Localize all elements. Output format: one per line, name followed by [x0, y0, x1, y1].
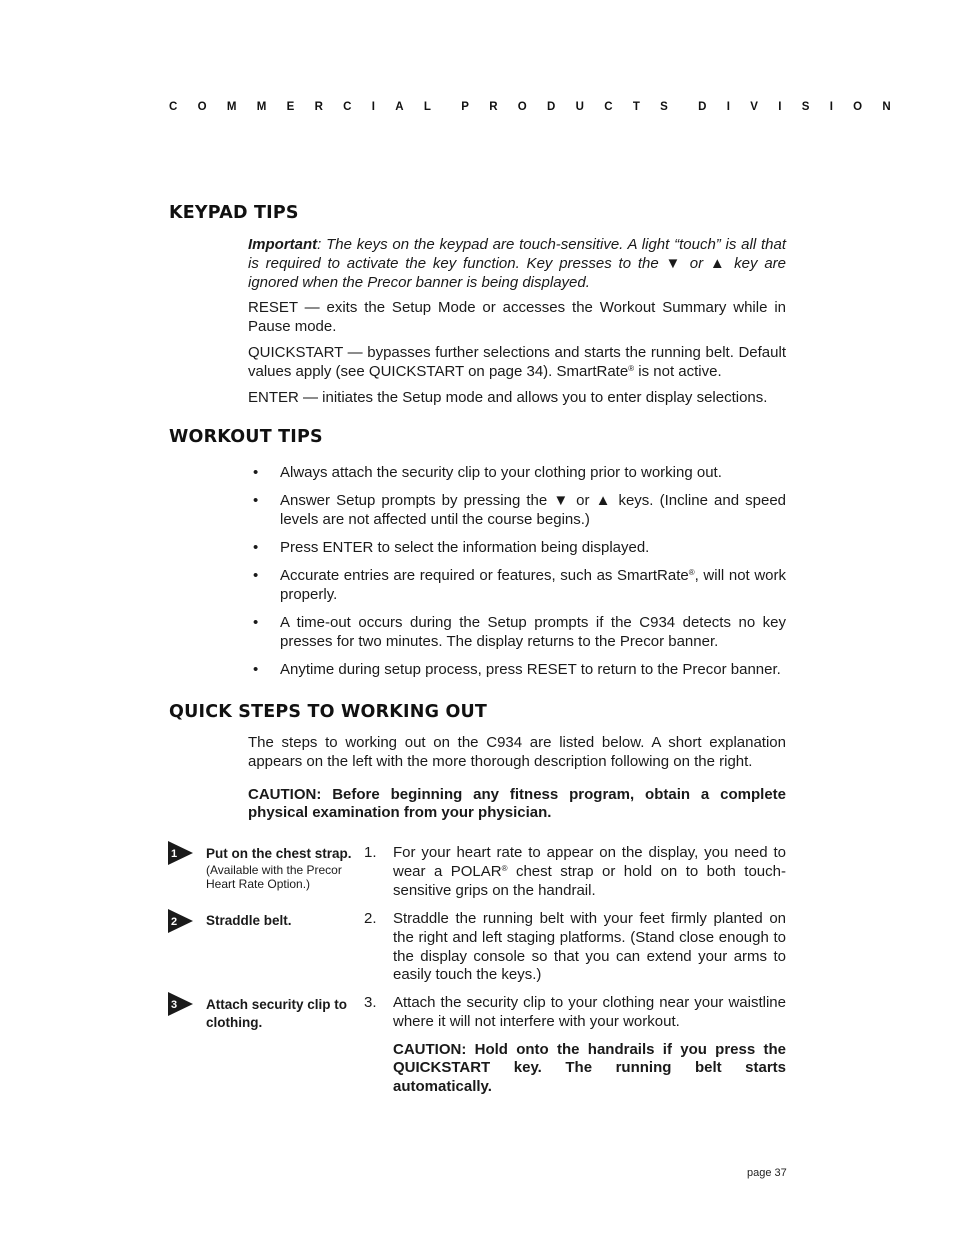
workout-tips-heading: WORKOUT TIPS [169, 427, 323, 447]
bullet-glyph: • [253, 464, 259, 481]
step-1-marker-icon [168, 841, 194, 865]
reset-key-description: RESET — exits the Setup Mode or accesses the Workout Summary while in Pause mode. [248, 299, 786, 336]
list-item: • A time-out occurs during the Setup prompts if the C934 detects no key presses for two minutes. The display returns to the Precor banner. [253, 613, 786, 650]
list-item: • Press ENTER to select the information being displayed. [253, 538, 650, 556]
list-item: • Always attach the security clip to your clothing prior to working out. [253, 464, 722, 481]
step-2-badge: 2 [171, 916, 178, 928]
step-1-text: For your heart rate to appear on the display, you need to wear a POLAR® chest strap or hold on to both touch-sensitive grips on the handrail. [393, 844, 786, 899]
step-1-badge: 1 [171, 848, 178, 860]
list-item: • Anytime during setup process, press RESET to return to the Precor banner. [253, 660, 781, 678]
header-word-commercial: COMMERCIAL [169, 101, 452, 113]
list-item: • Answer Setup prompts by pressing the ▼ or ▲ keys. (Incline and speed levels are not affected until the course begins.) [253, 492, 786, 528]
physician-caution: CAUTION: Before beginning any fitness program, obtain a complete physical examination from your physician. [248, 785, 786, 822]
step-3-marker-icon [168, 992, 194, 1016]
header-word-division: DIVISION [698, 101, 912, 113]
step-3-number: 3. [364, 994, 377, 1011]
header-word-products: PRODUCTS [461, 101, 689, 113]
important-text: : The keys on the keypad are touch-sensitive. A light “touch” is all that is required to activate the key function. Key presses to the ▼ or ▲ key are ignored when the Precor banner is being displayed. [248, 236, 786, 291]
step-2-label: Straddle belt. [206, 913, 292, 928]
step-3-text [393, 994, 786, 1097]
bullet-glyph: • [253, 492, 259, 510]
bullet-glyph: • [253, 613, 259, 631]
bullet-glyph: • [253, 567, 259, 585]
step-2-number: 2. [364, 910, 377, 927]
step-2-text: Straddle the running belt with your feet firmly planted on the right and left staging platforms. (Stand close enough to the display console so that you can extend your arms to easily touch the keys.) [393, 910, 786, 984]
workout-tips-list [248, 464, 786, 689]
step-2-marker-icon [168, 909, 194, 933]
quick-steps-intro: The steps to working out on the C934 are listed below. A short explanation appears on the left with the more thorough description following on the right. [248, 734, 786, 770]
quick-steps-intro-block [248, 734, 786, 823]
step-1-number: 1. [364, 844, 377, 861]
page-number: page 37 [747, 1167, 787, 1179]
quickstart-key-description: QUICKSTART — bypasses further selections and starts the running belt. Default values apply (see QUICKSTART on page 34). SmartRate® is not active. [248, 343, 786, 380]
bullet-glyph: • [253, 538, 259, 556]
keypad-tips-heading: KEYPAD TIPS [169, 203, 299, 223]
keypad-tips-body [248, 236, 786, 407]
running-header [169, 101, 912, 113]
step-3-label: Attach security clip to clothing. [206, 997, 348, 1030]
step-1-note: (Available with the Precor Heart Rate Option.) [206, 862, 342, 891]
step-1-label: Put on the chest strap. (Available with the Precor Heart Rate Option.) [206, 845, 364, 892]
handrail-caution: CAUTION: Hold onto the handrails if you press the QUICKSTART key. The running belt starts automatically. [393, 1040, 786, 1096]
bullet-glyph: • [253, 660, 259, 678]
step-3-badge: 3 [171, 999, 178, 1011]
list-item: • Accurate entries are required or features, such as SmartRate®, will not work properly. [253, 567, 786, 603]
enter-key-description: ENTER — initiates the Setup mode and allows you to enter display selections. [248, 388, 768, 406]
step-3-description: Attach the security clip to your clothing near your waistline where it will not interfere with your workout. [393, 994, 786, 1030]
important-label: Important [248, 236, 318, 253]
important-note [248, 236, 786, 292]
quick-steps-heading: QUICK STEPS TO WORKING OUT [169, 702, 488, 722]
